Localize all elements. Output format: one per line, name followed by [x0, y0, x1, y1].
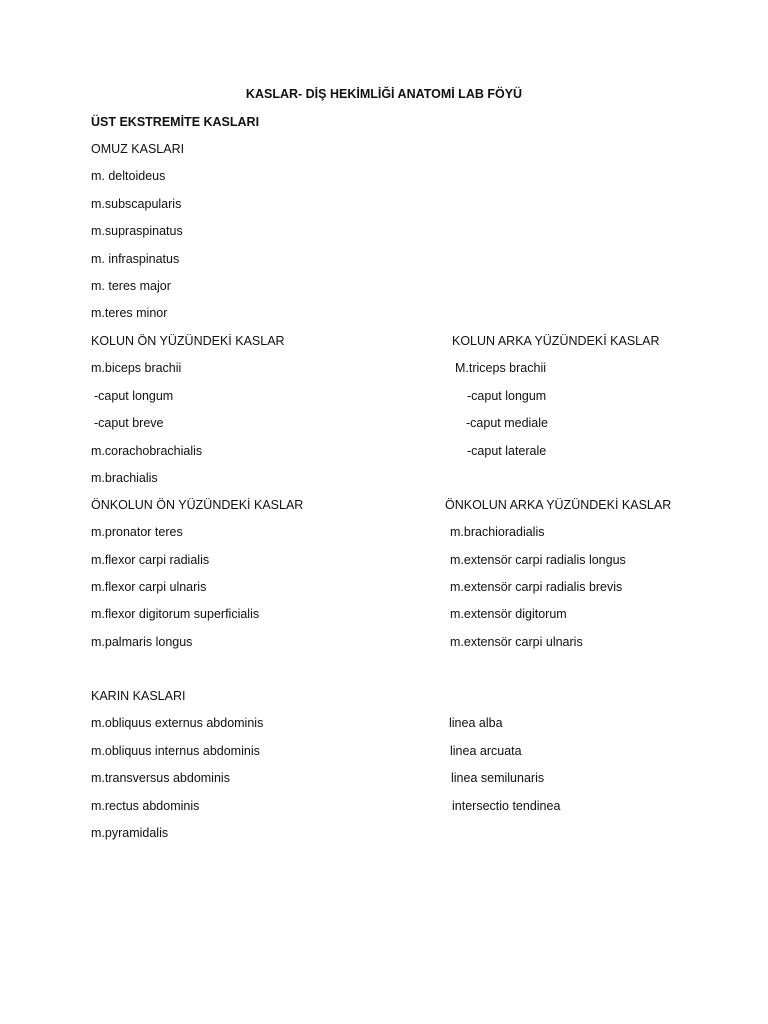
shoulder-item: m. deltoideus	[91, 169, 166, 183]
upper-arm-back-item: -caput longum	[467, 389, 547, 403]
upper-arm-back-item: -caput mediale	[466, 416, 548, 430]
shoulder-item: m. teres major	[91, 279, 171, 293]
abdomen-muscle-item: m.obliquus externus abdominis	[91, 716, 264, 730]
forearm-back-item: m.brachioradialis	[450, 525, 545, 539]
abdomen-heading: KARIN KASLARI	[91, 689, 186, 703]
forearm-back-heading: ÖNKOLUN ARKA YÜZÜNDEKİ KASLAR	[445, 498, 672, 512]
document-title: KASLAR- DİŞ HEKİMLİĞİ ANATOMİ LAB FÖYÜ	[245, 87, 523, 101]
abdomen-muscle-item: m.rectus abdominis	[91, 799, 200, 813]
forearm-front-item: m.flexor carpi radialis	[91, 553, 210, 567]
forearm-back-item: m.extensör carpi radialis brevis	[450, 580, 623, 594]
upper-arm-back-item: -caput laterale	[467, 444, 547, 458]
abdomen-structure-item: linea arcuata	[450, 744, 522, 758]
abdomen-structure-item: intersectio tendinea	[452, 799, 561, 813]
forearm-front-heading: ÖNKOLUN ÖN YÜZÜNDEKİ KASLAR	[91, 498, 304, 512]
abdomen-muscle-item: m.transversus abdominis	[91, 771, 230, 785]
abdomen-muscle-item: m.pyramidalis	[91, 826, 169, 840]
upper-arm-front-item: m.biceps brachii	[91, 361, 182, 375]
forearm-front-item: m.palmaris longus	[91, 635, 193, 649]
forearm-front-item: m.flexor carpi ulnaris	[91, 580, 207, 594]
abdomen-muscle-item: m.obliquus internus abdominis	[91, 744, 260, 758]
forearm-front-item: m.flexor digitorum superficialis	[91, 607, 260, 621]
upper-arm-front-item: -caput longum	[94, 389, 174, 403]
shoulder-item: m.supraspinatus	[91, 224, 183, 238]
upper-arm-back-heading: KOLUN ARKA YÜZÜNDEKİ KASLAR	[452, 334, 660, 348]
abdomen-structure-item: linea semilunaris	[451, 771, 545, 785]
shoulder-item: m.subscapularis	[91, 197, 182, 211]
upper-arm-front-item: m.corachobrachialis	[91, 444, 203, 458]
upper-arm-front-heading: KOLUN ÖN YÜZÜNDEKİ KASLAR	[91, 334, 285, 348]
upper-arm-front-item: m.brachialis	[91, 471, 158, 485]
forearm-back-item: m.extensör digitorum	[450, 607, 567, 621]
shoulder-item: m. infraspinatus	[91, 252, 180, 266]
forearm-front-item: m.pronator teres	[91, 525, 183, 539]
section-heading-upper-extremity: ÜST EKSTREMİTE KASLARI	[91, 115, 260, 129]
shoulder-item: m.teres minor	[91, 306, 168, 320]
forearm-back-item: m.extensör carpi ulnaris	[450, 635, 583, 649]
shoulder-heading: OMUZ KASLARI	[91, 142, 185, 156]
forearm-back-item: m.extensör carpi radialis longus	[450, 553, 626, 567]
abdomen-structure-item: linea alba	[449, 716, 503, 730]
upper-arm-back-item: M.triceps brachii	[455, 361, 546, 375]
upper-arm-front-item: -caput breve	[94, 416, 164, 430]
